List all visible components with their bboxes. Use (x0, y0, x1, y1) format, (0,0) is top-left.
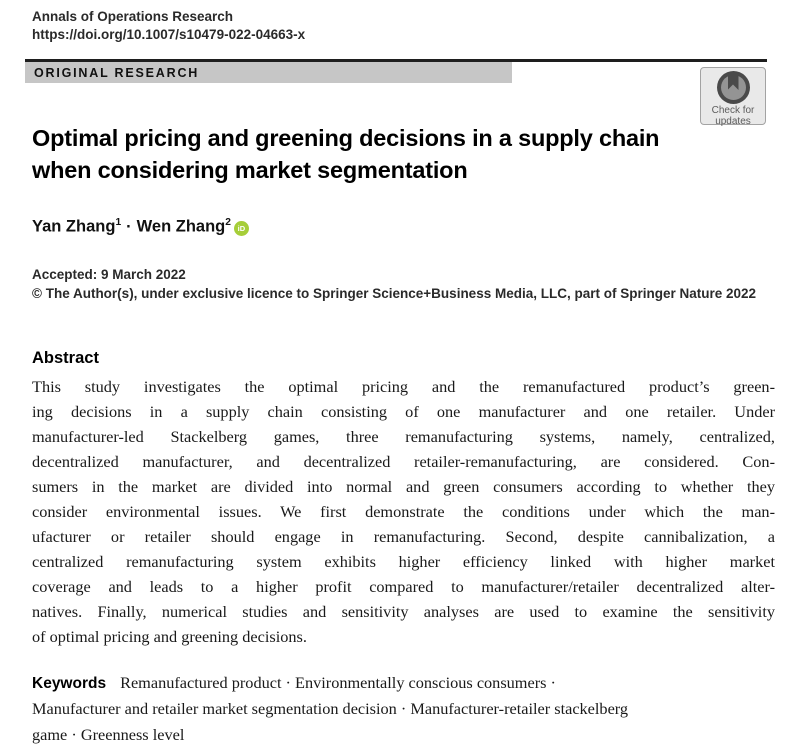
author-name: Yan Zhang (32, 218, 115, 236)
author-name: Wen Zhang (137, 218, 226, 236)
crossmark-icon (717, 71, 750, 104)
abstract-line: centralized remanufacturing system exhibits higher efficiency linked with higher market (32, 549, 775, 574)
crossmark-text-1: Check for (712, 105, 755, 116)
keywords-line: Keywords Remanufactured product · Environmentally conscious consumers · (32, 670, 775, 697)
abstract-line: coverage and leads to a higher profit compared to manufacturer/retailer decentralized alter- (32, 574, 775, 599)
title-line-2: when considering market segmentation (32, 155, 775, 187)
crossmark-text-2: updates (715, 116, 751, 127)
abstract-line: manufacturer-led Stackelberg games, three remanufacturing systems, namely, centralized, (32, 424, 775, 449)
keywords-label: Keywords (32, 675, 106, 692)
author-separator: · (126, 218, 132, 236)
author-list (32, 212, 775, 238)
section-banner (25, 62, 512, 83)
abstract-line: This study investigates the optimal pricing and the remanufactured product’s green- (32, 374, 775, 399)
abstract-line: ing decisions in a supply chain consisting of one manufacturer and one retailer. Under (32, 399, 775, 424)
abstract-line: decentralized manufacturer, and decentralized retailer-remanufacturing, are considered. Con- (32, 449, 775, 474)
abstract-line: of optimal pricing and greening decisions. (32, 624, 775, 649)
article-meta (32, 265, 775, 304)
journal-name: Annals of Operations Research (32, 8, 775, 26)
orcid-icon[interactable]: iD (234, 221, 249, 236)
author-affiliation-sup: 2 (225, 217, 231, 228)
abstract-line: natives. Finally, numerical studies and sensitivity analyses are used to examine the sensitivity (32, 599, 775, 624)
abstract-line: consider environmental issues. We first demonstrate the conditions under which the man- (32, 499, 775, 524)
doi-link[interactable]: https://doi.org/10.1007/s10479-022-04663-x (32, 26, 775, 44)
keywords-line: game · Greenness level (32, 722, 775, 747)
abstract-heading: Abstract (32, 348, 775, 368)
abstract-line: ufacturer or retailer should engage in remanufacturing. Second, despite cannibalization, a (32, 524, 775, 549)
abstract-body (32, 374, 775, 649)
author-affiliation-sup: 1 (115, 217, 121, 228)
abstract-line: sumers in the market are divided into normal and green consumers according to whether they (32, 474, 775, 499)
accepted-date: Accepted: 9 March 2022 (32, 265, 775, 285)
keywords-line: Manufacturer and retailer market segmentation decision · Manufacturer-retailer stackelberg (32, 696, 775, 722)
keywords-block (32, 670, 775, 747)
article-title (32, 123, 775, 186)
copyright-line: © The Author(s), under exclusive licence to Springer Science+Business Media, LLC, part of Springer Nature 2022 (32, 284, 775, 304)
check-for-updates-badge[interactable] (700, 67, 766, 125)
section-label: ORIGINAL RESEARCH (34, 66, 199, 80)
title-line-1: Optimal pricing and greening decisions in a supply chain (32, 123, 775, 155)
